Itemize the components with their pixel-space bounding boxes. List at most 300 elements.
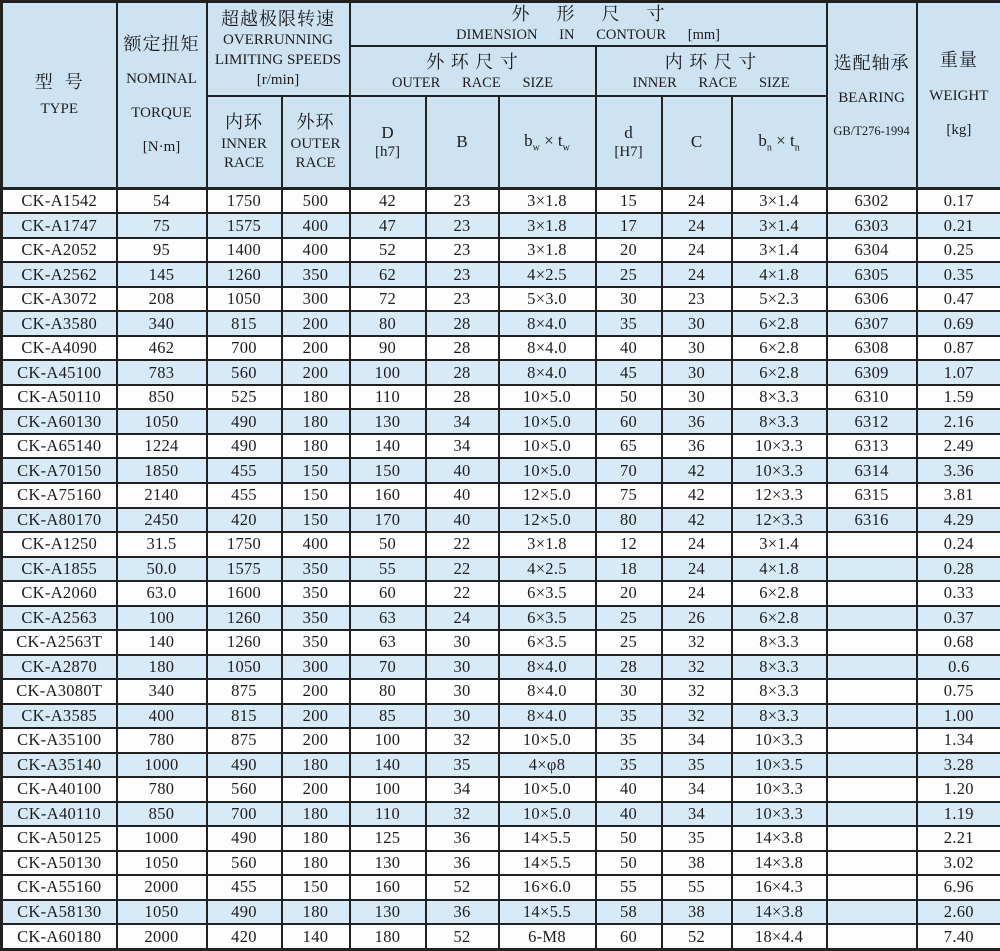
cell-outer-B: 30 xyxy=(426,630,499,655)
cell-inner-C: 30 xyxy=(662,385,732,410)
cell-bearing: 6306 xyxy=(827,287,917,312)
header-speed-inner-race xyxy=(207,96,282,188)
cell-weight: 0.69 xyxy=(917,311,1000,336)
header-inner-size-en: INNER RACE SIZE xyxy=(632,74,790,91)
cell-speed-outer-race: 300 xyxy=(282,287,350,312)
cell-speed-inner-race: 420 xyxy=(207,924,282,949)
cell-inner-bn-tn: 6×2.8 xyxy=(732,360,827,385)
cell-outer-D: 52 xyxy=(350,238,426,263)
cell-outer-B: 36 xyxy=(426,900,499,925)
cell-outer-D: 50 xyxy=(350,532,426,557)
cell-speed-inner-race: 1750 xyxy=(207,188,282,213)
cell-inner-C: 24 xyxy=(662,188,732,213)
cell-outer-D: 70 xyxy=(350,655,426,680)
cell-inner-C: 34 xyxy=(662,728,732,753)
cell-weight: 0.25 xyxy=(917,238,1000,263)
cell-nominal-torque: 850 xyxy=(117,385,207,410)
cell-bearing xyxy=(827,826,917,851)
header-bearing-en: BEARING xyxy=(838,90,905,107)
table-row xyxy=(2,826,1000,851)
cell-bearing xyxy=(827,532,917,557)
cell-nominal-torque: 1224 xyxy=(117,434,207,459)
cell-speed-inner-race: 1575 xyxy=(207,557,282,582)
cell-type: CK-A35140 xyxy=(2,753,117,778)
header-col-B xyxy=(426,96,499,188)
cell-type: CK-A40110 xyxy=(2,802,117,827)
cell-outer-D: 150 xyxy=(350,458,426,483)
table-row xyxy=(2,458,1000,483)
cell-outer-bw-tw: 12×5.0 xyxy=(499,483,596,508)
cell-outer-B: 32 xyxy=(426,802,499,827)
cell-inner-bn-tn: 10×3.5 xyxy=(732,753,827,778)
cell-weight: 0.37 xyxy=(917,606,1000,631)
cell-outer-B: 52 xyxy=(426,924,499,949)
header-weight-unit: [kg] xyxy=(946,122,972,139)
cell-inner-d: 50 xyxy=(596,851,662,876)
header-type xyxy=(2,2,117,189)
header-type-en: TYPE xyxy=(40,101,78,118)
header-row-groups xyxy=(2,2,1000,47)
cell-speed-outer-race: 180 xyxy=(282,826,350,851)
cell-nominal-torque: 63.0 xyxy=(117,581,207,606)
cell-speed-inner-race: 455 xyxy=(207,483,282,508)
header-weight xyxy=(917,2,1000,189)
header-col-C-symbol: C xyxy=(690,131,703,151)
cell-inner-C: 35 xyxy=(662,826,732,851)
cell-nominal-torque: 1000 xyxy=(117,826,207,851)
cell-type: CK-A2870 xyxy=(2,655,117,680)
header-outer-size-en: OUTER RACE SIZE xyxy=(391,74,554,91)
cell-inner-bn-tn: 8×3.3 xyxy=(732,655,827,680)
table-row xyxy=(2,606,1000,631)
cell-outer-D: 100 xyxy=(350,728,426,753)
cell-nominal-torque: 783 xyxy=(117,360,207,385)
cell-outer-bw-tw: 4×φ8 xyxy=(499,753,596,778)
cell-outer-B: 28 xyxy=(426,311,499,336)
cell-inner-d: 30 xyxy=(596,679,662,704)
cell-outer-B: 23 xyxy=(426,188,499,213)
cell-speed-inner-race: 560 xyxy=(207,777,282,802)
cell-outer-D: 130 xyxy=(350,409,426,434)
cell-inner-d: 30 xyxy=(596,287,662,312)
cell-type: CK-A40100 xyxy=(2,777,117,802)
header-torque-zh: 额定扭矩 xyxy=(123,33,200,54)
cell-speed-inner-race: 1050 xyxy=(207,287,282,312)
cell-inner-d: 80 xyxy=(596,508,662,533)
cell-type: CK-A1855 xyxy=(2,557,117,582)
cell-speed-outer-race: 200 xyxy=(282,360,350,385)
cell-speed-inner-race: 1260 xyxy=(207,262,282,287)
cell-inner-bn-tn: 6×2.8 xyxy=(732,606,827,631)
cell-weight: 0.33 xyxy=(917,581,1000,606)
cell-type: CK-A1542 xyxy=(2,188,117,213)
cell-inner-bn-tn: 10×3.3 xyxy=(732,728,827,753)
cell-weight: 1.34 xyxy=(917,728,1000,753)
cell-inner-d: 20 xyxy=(596,581,662,606)
cell-inner-C: 42 xyxy=(662,458,732,483)
header-col-C xyxy=(662,96,732,188)
table-row xyxy=(2,679,1000,704)
table-row xyxy=(2,238,1000,263)
cell-outer-bw-tw: 4×2.5 xyxy=(499,262,596,287)
cell-inner-bn-tn: 12×3.3 xyxy=(732,508,827,533)
cell-outer-bw-tw: 16×6.0 xyxy=(499,875,596,900)
table-row xyxy=(2,262,1000,287)
header-speed-outer-en2: RACE xyxy=(295,155,336,172)
cell-bearing: 6308 xyxy=(827,336,917,361)
header-inner-race-size-group xyxy=(596,46,827,96)
cell-speed-inner-race: 490 xyxy=(207,826,282,851)
cell-inner-bn-tn: 3×1.4 xyxy=(732,213,827,238)
cell-outer-B: 23 xyxy=(426,238,499,263)
header-outer-size-zh: 外 环 尺 寸 xyxy=(426,51,519,72)
table-row xyxy=(2,704,1000,729)
cell-speed-outer-race: 180 xyxy=(282,851,350,876)
table-row xyxy=(2,385,1000,410)
cell-nominal-torque: 340 xyxy=(117,311,207,336)
cell-inner-C: 38 xyxy=(662,851,732,876)
cell-type: CK-A2562 xyxy=(2,262,117,287)
cell-inner-d: 50 xyxy=(596,385,662,410)
cell-speed-outer-race: 350 xyxy=(282,262,350,287)
cell-outer-bw-tw: 8×4.0 xyxy=(499,679,596,704)
cell-outer-B: 32 xyxy=(426,728,499,753)
cell-inner-C: 24 xyxy=(662,532,732,557)
cell-speed-outer-race: 500 xyxy=(282,188,350,213)
cell-inner-bn-tn: 8×3.3 xyxy=(732,409,827,434)
table-row xyxy=(2,581,1000,606)
header-speeds-en2: LIMITING SPEEDS xyxy=(214,51,342,68)
cell-bearing xyxy=(827,679,917,704)
cell-outer-D: 63 xyxy=(350,606,426,631)
cell-type: CK-A70150 xyxy=(2,458,117,483)
table-row xyxy=(2,557,1000,582)
cell-bearing: 6313 xyxy=(827,434,917,459)
cell-inner-C: 36 xyxy=(662,409,732,434)
cell-speed-outer-race: 200 xyxy=(282,336,350,361)
cell-weight: 4.29 xyxy=(917,508,1000,533)
cell-inner-C: 32 xyxy=(662,630,732,655)
cell-outer-D: 160 xyxy=(350,875,426,900)
cell-inner-bn-tn: 6×2.8 xyxy=(732,581,827,606)
header-col-d-tolerance: [H7] xyxy=(614,143,643,160)
cell-weight: 1.00 xyxy=(917,704,1000,729)
cell-nominal-torque: 2140 xyxy=(117,483,207,508)
cell-nominal-torque: 1050 xyxy=(117,851,207,876)
cell-nominal-torque: 180 xyxy=(117,655,207,680)
cell-bearing: 6316 xyxy=(827,508,917,533)
cell-speed-outer-race: 140 xyxy=(282,924,350,949)
header-nominal-torque xyxy=(117,2,207,189)
cell-outer-D: 140 xyxy=(350,753,426,778)
cell-speed-inner-race: 490 xyxy=(207,900,282,925)
cell-inner-bn-tn: 10×3.3 xyxy=(732,434,827,459)
cell-inner-d: 40 xyxy=(596,802,662,827)
cell-inner-d: 70 xyxy=(596,458,662,483)
table-row xyxy=(2,728,1000,753)
cell-inner-d: 40 xyxy=(596,336,662,361)
cell-outer-bw-tw: 6×3.5 xyxy=(499,581,596,606)
header-col-bw-tw-symbol: $b_w \times t_w$ xyxy=(524,130,570,154)
cell-outer-B: 28 xyxy=(426,360,499,385)
cell-outer-bw-tw: 8×4.0 xyxy=(499,311,596,336)
cell-weight: 2.16 xyxy=(917,409,1000,434)
cell-bearing xyxy=(827,655,917,680)
cell-speed-inner-race: 490 xyxy=(207,409,282,434)
cell-type: CK-A55160 xyxy=(2,875,117,900)
header-col-d xyxy=(596,96,662,188)
cell-inner-C: 32 xyxy=(662,679,732,704)
cell-inner-d: 65 xyxy=(596,434,662,459)
cell-nominal-torque: 145 xyxy=(117,262,207,287)
cell-weight: 3.02 xyxy=(917,851,1000,876)
cell-speed-outer-race: 150 xyxy=(282,483,350,508)
cell-bearing xyxy=(827,924,917,949)
cell-inner-bn-tn: 6×2.8 xyxy=(732,336,827,361)
cell-outer-B: 34 xyxy=(426,777,499,802)
cell-outer-D: 100 xyxy=(350,360,426,385)
cell-outer-D: 180 xyxy=(350,924,426,949)
table-row xyxy=(2,630,1000,655)
header-col-bn-tn xyxy=(732,96,827,188)
cell-weight: 0.35 xyxy=(917,262,1000,287)
cell-speed-inner-race: 560 xyxy=(207,360,282,385)
cell-outer-D: 80 xyxy=(350,679,426,704)
cell-weight: 3.81 xyxy=(917,483,1000,508)
cell-speed-outer-race: 180 xyxy=(282,409,350,434)
cell-outer-D: 62 xyxy=(350,262,426,287)
cell-outer-D: 90 xyxy=(350,336,426,361)
cell-inner-C: 42 xyxy=(662,508,732,533)
cell-type: CK-A35100 xyxy=(2,728,117,753)
cell-outer-B: 22 xyxy=(426,581,499,606)
cell-weight: 1.59 xyxy=(917,385,1000,410)
header-outer-race-size-group xyxy=(350,46,596,96)
cell-weight: 0.17 xyxy=(917,188,1000,213)
cell-bearing xyxy=(827,802,917,827)
cell-speed-inner-race: 875 xyxy=(207,728,282,753)
cell-bearing xyxy=(827,728,917,753)
cell-bearing xyxy=(827,900,917,925)
cell-bearing xyxy=(827,606,917,631)
table-row xyxy=(2,311,1000,336)
cell-type: CK-A58130 xyxy=(2,900,117,925)
cell-inner-bn-tn: 14×3.8 xyxy=(732,826,827,851)
header-torque-unit: [N·m] xyxy=(142,139,181,156)
header-col-bn-tn-symbol: $b_n \times t_n$ xyxy=(758,130,800,154)
cell-outer-B: 28 xyxy=(426,336,499,361)
cell-outer-bw-tw: 6-M8 xyxy=(499,924,596,949)
cell-outer-B: 36 xyxy=(426,851,499,876)
cell-type: CK-A3580 xyxy=(2,311,117,336)
cell-bearing: 6302 xyxy=(827,188,917,213)
table-row xyxy=(2,802,1000,827)
header-weight-en: WEIGHT xyxy=(929,87,989,104)
cell-inner-d: 75 xyxy=(596,483,662,508)
cell-outer-D: 160 xyxy=(350,483,426,508)
cell-speed-inner-race: 420 xyxy=(207,508,282,533)
cell-outer-B: 23 xyxy=(426,262,499,287)
cell-speed-outer-race: 200 xyxy=(282,728,350,753)
cell-speed-outer-race: 200 xyxy=(282,311,350,336)
cell-type: CK-A50110 xyxy=(2,385,117,410)
table-row xyxy=(2,360,1000,385)
header-speed-outer-zh: 外环 xyxy=(296,112,335,133)
cell-type: CK-A1747 xyxy=(2,213,117,238)
cell-inner-bn-tn: 8×3.3 xyxy=(732,679,827,704)
header-bearing-std: GB/T276-1994 xyxy=(833,123,910,138)
cell-outer-B: 28 xyxy=(426,385,499,410)
cell-inner-d: 50 xyxy=(596,826,662,851)
cell-weight: 0.21 xyxy=(917,213,1000,238)
cell-type: CK-A80170 xyxy=(2,508,117,533)
cell-bearing xyxy=(827,630,917,655)
table-row xyxy=(2,508,1000,533)
cell-outer-D: 130 xyxy=(350,900,426,925)
cell-weight: 3.36 xyxy=(917,458,1000,483)
cell-speed-inner-race: 1260 xyxy=(207,606,282,631)
cell-nominal-torque: 1050 xyxy=(117,409,207,434)
cell-speed-inner-race: 875 xyxy=(207,679,282,704)
table-row xyxy=(2,900,1000,925)
cell-outer-D: 63 xyxy=(350,630,426,655)
cell-outer-B: 30 xyxy=(426,679,499,704)
cell-nominal-torque: 2450 xyxy=(117,508,207,533)
cell-weight: 0.24 xyxy=(917,532,1000,557)
cell-outer-B: 40 xyxy=(426,508,499,533)
header-torque-en1: NOMINAL xyxy=(126,71,197,88)
cell-inner-C: 38 xyxy=(662,900,732,925)
cell-speed-inner-race: 1050 xyxy=(207,655,282,680)
cell-outer-bw-tw: 14×5.5 xyxy=(499,826,596,851)
header-col-D xyxy=(350,96,426,188)
header-bearing-zh: 选配轴承 xyxy=(833,52,910,73)
cell-inner-d: 55 xyxy=(596,875,662,900)
cell-outer-B: 23 xyxy=(426,213,499,238)
header-inner-size-zh: 内 环 尺 寸 xyxy=(664,51,758,72)
cell-nominal-torque: 462 xyxy=(117,336,207,361)
cell-nominal-torque: 1050 xyxy=(117,900,207,925)
cell-inner-C: 32 xyxy=(662,704,732,729)
cell-outer-D: 130 xyxy=(350,851,426,876)
cell-bearing xyxy=(827,557,917,582)
cell-outer-bw-tw: 10×5.0 xyxy=(499,777,596,802)
cell-nominal-torque: 75 xyxy=(117,213,207,238)
table-row xyxy=(2,924,1000,949)
cell-speed-inner-race: 700 xyxy=(207,802,282,827)
cell-inner-bn-tn: 14×3.8 xyxy=(732,900,827,925)
cell-outer-bw-tw: 10×5.0 xyxy=(499,385,596,410)
cell-inner-bn-tn: 5×2.3 xyxy=(732,287,827,312)
cell-inner-d: 60 xyxy=(596,924,662,949)
cell-weight: 2.60 xyxy=(917,900,1000,925)
cell-inner-bn-tn: 6×2.8 xyxy=(732,311,827,336)
cell-inner-C: 34 xyxy=(662,777,732,802)
cell-type: CK-A2052 xyxy=(2,238,117,263)
cell-speed-outer-race: 180 xyxy=(282,900,350,925)
cell-speed-outer-race: 300 xyxy=(282,655,350,680)
cell-type: CK-A2563 xyxy=(2,606,117,631)
cell-inner-C: 42 xyxy=(662,483,732,508)
cell-speed-outer-race: 150 xyxy=(282,508,350,533)
cell-inner-C: 52 xyxy=(662,924,732,949)
cell-weight: 0.75 xyxy=(917,679,1000,704)
cell-nominal-torque: 1850 xyxy=(117,458,207,483)
table-row xyxy=(2,777,1000,802)
cell-outer-D: 110 xyxy=(350,385,426,410)
cell-speed-inner-race: 1400 xyxy=(207,238,282,263)
cell-bearing: 6305 xyxy=(827,262,917,287)
cell-nominal-torque: 50.0 xyxy=(117,557,207,582)
cell-inner-d: 25 xyxy=(596,606,662,631)
cell-outer-bw-tw: 3×1.8 xyxy=(499,188,596,213)
cell-speed-inner-race: 1575 xyxy=(207,213,282,238)
cell-outer-bw-tw: 10×5.0 xyxy=(499,409,596,434)
cell-speed-inner-race: 455 xyxy=(207,458,282,483)
header-speed-inner-zh: 内环 xyxy=(225,112,263,133)
table-row xyxy=(2,532,1000,557)
cell-speed-inner-race: 455 xyxy=(207,875,282,900)
cell-bearing: 6314 xyxy=(827,458,917,483)
cell-inner-d: 25 xyxy=(596,262,662,287)
cell-outer-B: 30 xyxy=(426,704,499,729)
cell-weight: 0.28 xyxy=(917,557,1000,582)
cell-nominal-torque: 100 xyxy=(117,606,207,631)
cell-weight: 1.20 xyxy=(917,777,1000,802)
header-torque-en2: TORQUE xyxy=(131,104,192,121)
cell-inner-bn-tn: 4×1.8 xyxy=(732,557,827,582)
cell-weight: 0.6 xyxy=(917,655,1000,680)
cell-outer-bw-tw: 10×5.0 xyxy=(499,434,596,459)
cell-bearing: 6312 xyxy=(827,409,917,434)
cell-inner-C: 24 xyxy=(662,581,732,606)
header-weight-zh: 重量 xyxy=(939,50,978,71)
cell-outer-B: 24 xyxy=(426,606,499,631)
cell-inner-C: 35 xyxy=(662,753,732,778)
cell-inner-C: 36 xyxy=(662,434,732,459)
cell-inner-C: 26 xyxy=(662,606,732,631)
cell-inner-C: 24 xyxy=(662,557,732,582)
cell-outer-bw-tw: 12×5.0 xyxy=(499,508,596,533)
cell-type: CK-A75160 xyxy=(2,483,117,508)
cell-inner-d: 45 xyxy=(596,360,662,385)
cell-inner-C: 30 xyxy=(662,360,732,385)
cell-outer-bw-tw: 3×1.8 xyxy=(499,213,596,238)
cell-bearing xyxy=(827,581,917,606)
cell-nominal-torque: 2000 xyxy=(117,924,207,949)
cell-type: CK-A2563T xyxy=(2,630,117,655)
cell-inner-C: 23 xyxy=(662,287,732,312)
cell-weight: 0.87 xyxy=(917,336,1000,361)
cell-outer-D: 55 xyxy=(350,557,426,582)
cell-bearing: 6303 xyxy=(827,213,917,238)
cell-type: CK-A45100 xyxy=(2,360,117,385)
cell-weight: 0.68 xyxy=(917,630,1000,655)
cell-outer-D: 47 xyxy=(350,213,426,238)
cell-outer-D: 140 xyxy=(350,434,426,459)
cell-nominal-torque: 780 xyxy=(117,777,207,802)
cell-nominal-torque: 31.5 xyxy=(117,532,207,557)
cell-inner-d: 25 xyxy=(596,630,662,655)
cell-nominal-torque: 1000 xyxy=(117,753,207,778)
cell-outer-B: 34 xyxy=(426,434,499,459)
cell-outer-D: 72 xyxy=(350,287,426,312)
cell-speed-outer-race: 350 xyxy=(282,630,350,655)
cell-outer-D: 42 xyxy=(350,188,426,213)
cell-inner-d: 28 xyxy=(596,655,662,680)
cell-bearing: 6310 xyxy=(827,385,917,410)
cell-outer-D: 110 xyxy=(350,802,426,827)
